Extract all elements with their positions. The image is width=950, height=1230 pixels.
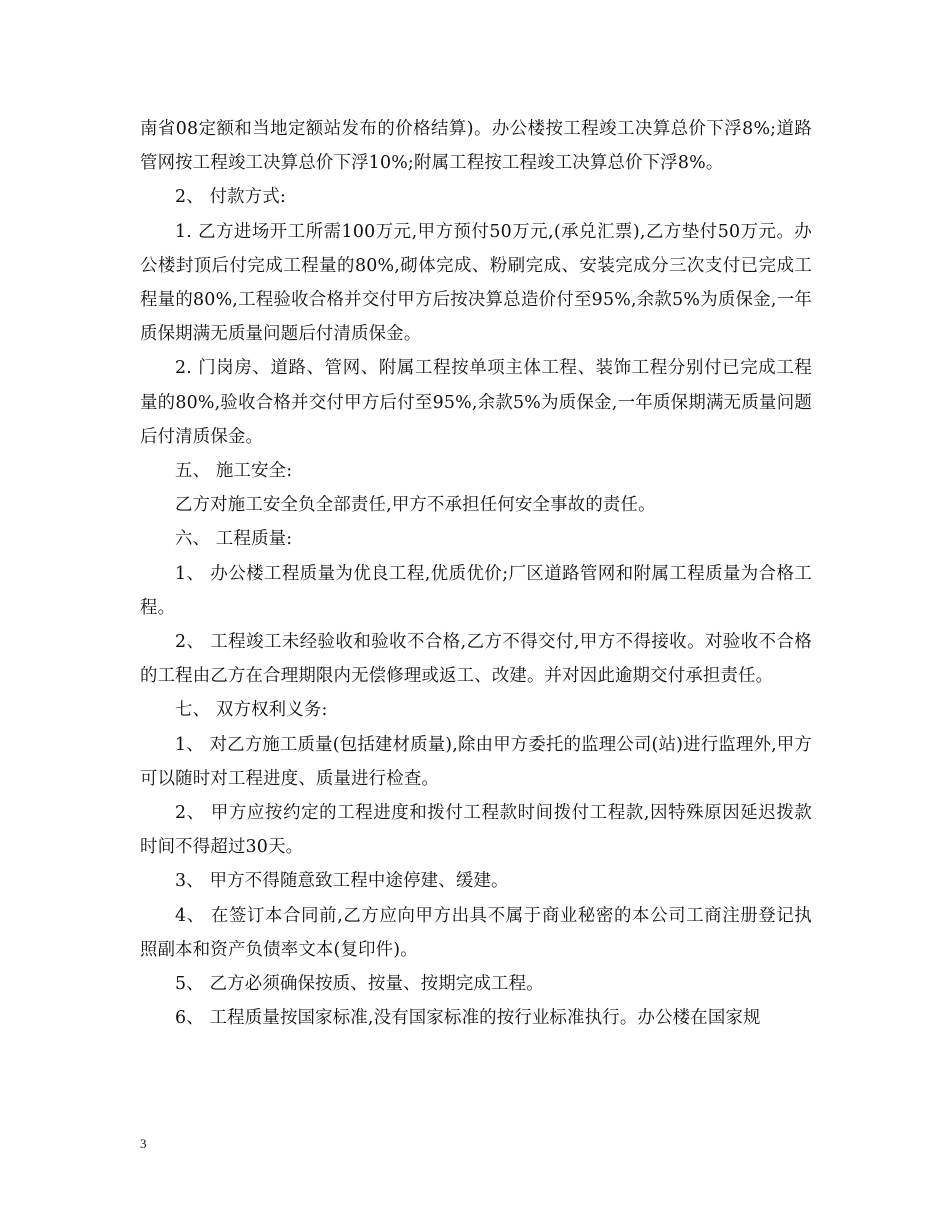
paragraph: 2. 门岗房、道路、管网、附属工程按单项主体工程、装饰工程分别付已完成工程量的80%,验收合格并交付甲方后付至95%,余款5%为质保金,一年质保期满无质量问题后付清质保金。 xyxy=(140,358,812,447)
page-number: 3 xyxy=(140,1136,147,1151)
section-heading-payment: 2、 付款方式: xyxy=(175,187,287,208)
paragraph: 乙方对施工安全负全部责任,甲方不承担任何安全事故的责任。 xyxy=(175,495,656,516)
paragraph: 5、 乙方必须确保按质、按量、按期完成工程。 xyxy=(175,974,544,995)
paragraph: 南省08定额和当地定额站发布的价格结算)。办公楼按工程竣工决算总价下浮8%;道路管网按工程竣工决算总价下浮10%;附属工程按工程竣工决算总价下浮8%。 xyxy=(140,119,812,174)
paragraph: 1、 办公楼工程质量为优良工程,优质优价;厂区道路管网和附属工程质量为合格工程。 xyxy=(140,563,812,618)
paragraph: 1. 乙方进场开工所需100万元,甲方预付50万元,(承兑汇票),乙方垫付50万元。办公楼封顶后付完成工程量的80%,砌体完成、粉刷完成、安装完成分三次支付已完成工程量的80%,工程验收合格并交付甲方后按决算总造价付至95%,余款5%为质保金,一年质保期满无质量问题后付清质保金。 xyxy=(140,221,812,345)
document-body xyxy=(140,112,812,1035)
paragraph: 1、 对乙方施工质量(包括建材质量),除由甲方委托的监理公司(站)进行监理外,甲方可以随时对工程进度、质量进行检查。 xyxy=(140,734,812,789)
paragraph: 6、 工程质量按国家标准,没有国家标准的按行业标准执行。办公楼在国家规 xyxy=(175,1008,761,1029)
section-heading-quality: 六、 工程质量: xyxy=(175,529,293,550)
paragraph: 2、 工程竣工未经验收和验收不合格,乙方不得交付,甲方不得接收。对验收不合格的工程由乙方在合理期限内无偿修理或返工、改建。并对因此逾期交付承担责任。 xyxy=(140,632,812,687)
paragraph: 4、 在签订本合同前,乙方应向甲方出具不属于商业秘密的本公司工商注册登记执照副本和资产负债率文本(复印件)。 xyxy=(140,905,812,960)
paragraph: 2、 甲方应按约定的工程进度和拨付工程款时间拨付工程款,因特殊原因延迟拨款时间不得超过30天。 xyxy=(140,803,812,858)
section-heading-rights: 七、 双方权利义务: xyxy=(175,700,328,721)
section-heading-safety: 五、 施工安全: xyxy=(175,461,293,482)
paragraph: 3、 甲方不得随意致工程中途停建、缓建。 xyxy=(175,871,509,892)
